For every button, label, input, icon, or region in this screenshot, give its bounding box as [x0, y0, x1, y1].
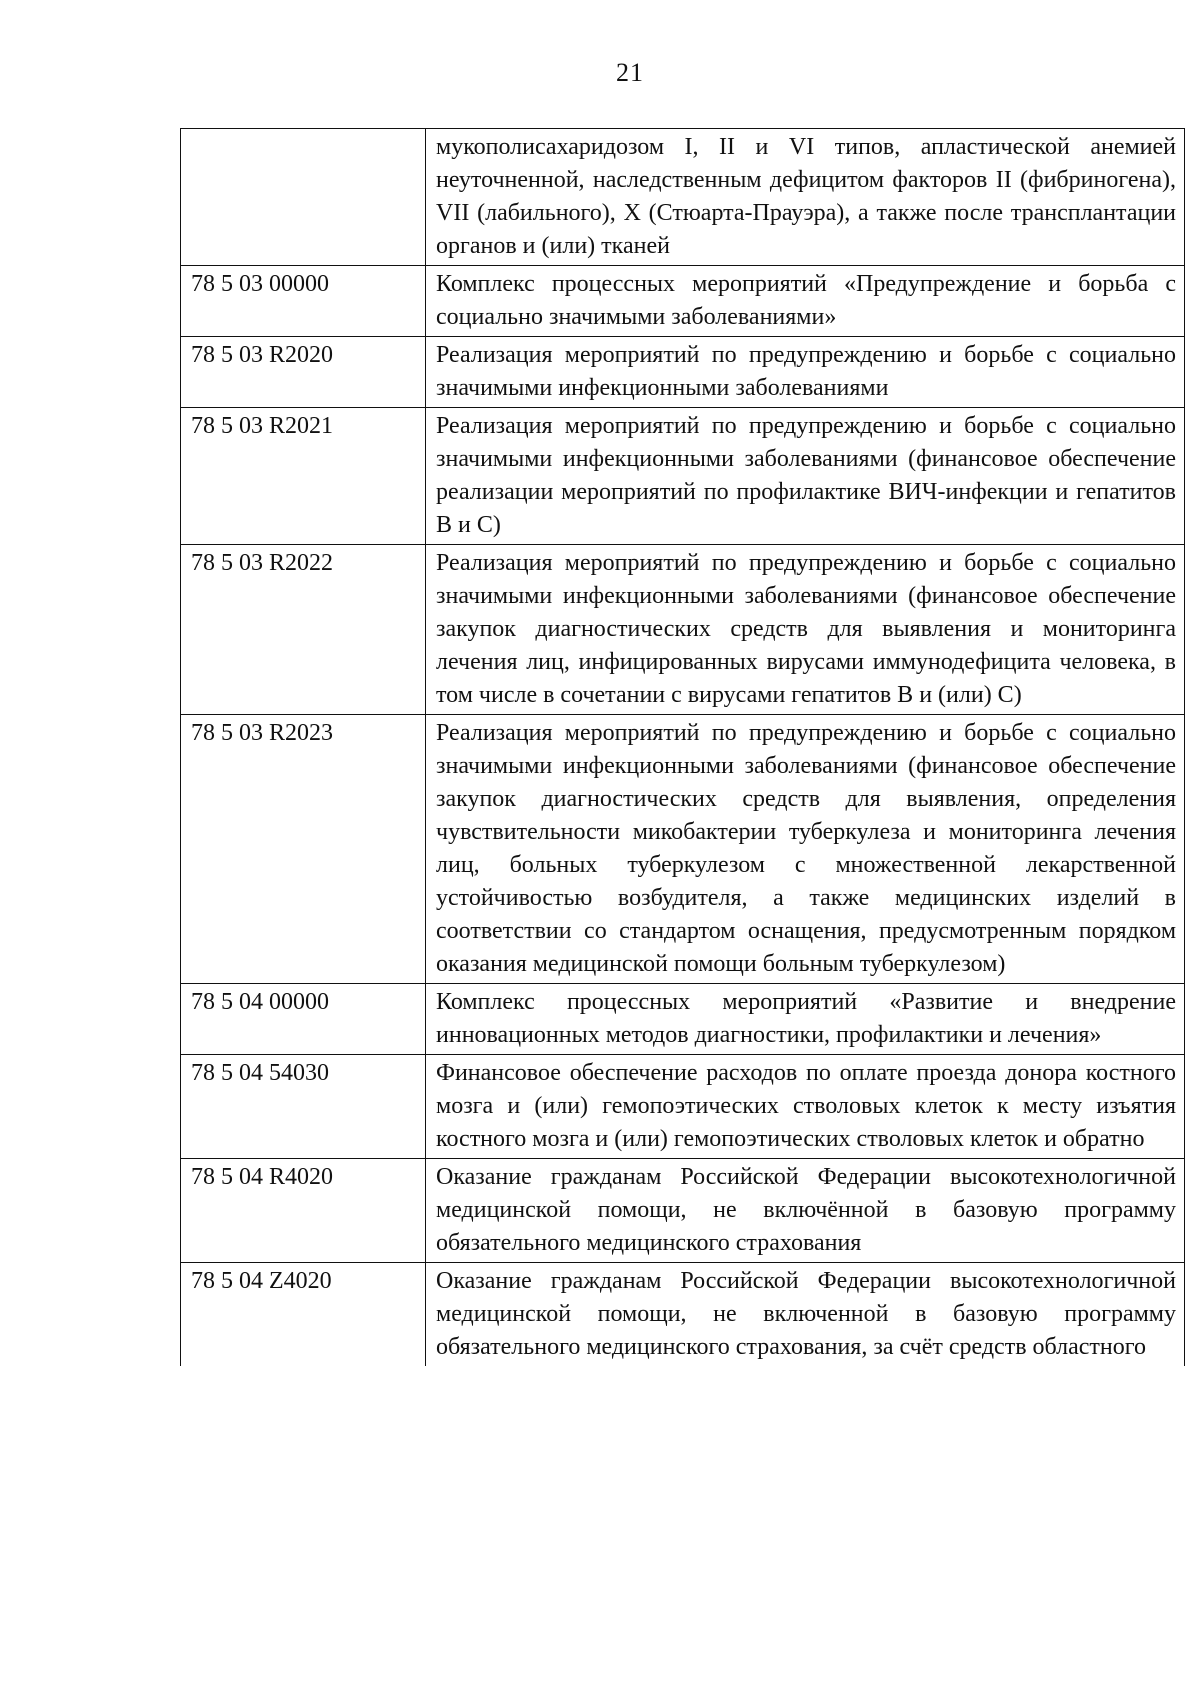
row-code: 78 5 03 R2021 — [181, 408, 426, 545]
table-row — [181, 545, 1185, 715]
row-code: 78 5 03 R2020 — [181, 337, 426, 408]
row-description: Оказание гражданам Российской Федерации высокотехнологичной медицинской помощи, не включённой в базовую программу обязательного медицинского страхования — [426, 1159, 1185, 1263]
row-code: 78 5 03 00000 — [181, 266, 426, 337]
row-code: 78 5 03 R2022 — [181, 545, 426, 715]
row-code: 78 5 03 R2023 — [181, 715, 426, 984]
row-description: Реализация мероприятий по предупреждению и борьбе с социально значимыми инфекционными заболеваниями (финансовое обеспечение закупок диагностических средств для выявления, определения чувствительности микобактерии туберкулеза и мониторинга лечения лиц, больных туберкулезом с множественной лекарственной устойчивостью возбудителя, а также медицинских изделий в соответствии со стандартом оснащения, предусмотренным порядком оказания медицинской помощи больным туберкулезом) — [426, 715, 1185, 984]
row-description: Комплекс процессных мероприятий «Предупреждение и борьба с социально значимыми заболеваниями» — [426, 266, 1185, 337]
row-code: 78 5 04 Z4020 — [181, 1263, 426, 1367]
row-description: Финансовое обеспечение расходов по оплате проезда донора костного мозга и (или) гемопоэтических стволовых клеток к месту изъятия костного мозга и (или) гемопоэтических стволовых клеток и обратно — [426, 1055, 1185, 1159]
table-row — [181, 1159, 1185, 1263]
row-description: Реализация мероприятий по предупреждению и борьбе с социально значимыми инфекционными заболеваниями (финансовое обеспечение закупок диагностических средств для выявления и мониторинга лечения лиц, инфицированных вирусами иммунодефицита человека, в том числе в сочетании с вирусами гепатитов B и (или) C) — [426, 545, 1185, 715]
row-description: Реализация мероприятий по предупреждению и борьбе с социально значимыми инфекционными заболеваниями — [426, 337, 1185, 408]
table-row — [181, 337, 1185, 408]
page-number: 21 — [616, 58, 644, 87]
table-row — [181, 266, 1185, 337]
table-row — [181, 129, 1185, 266]
row-code: 78 5 04 00000 — [181, 984, 426, 1055]
table-row — [181, 984, 1185, 1055]
row-description: Реализация мероприятий по предупреждению и борьбе с социально значимыми инфекционными заболеваниями (финансовое обеспечение реализации мероприятий по профилактике ВИЧ-инфекции и гепатитов B и C) — [426, 408, 1185, 545]
table-row — [181, 1055, 1185, 1159]
row-code — [181, 129, 426, 266]
row-description: Комплекс процессных мероприятий «Развитие и внедрение инновационных методов диагностики, профилактики и лечения» — [426, 984, 1185, 1055]
table-row — [181, 1263, 1185, 1367]
row-description: Оказание гражданам Российской Федерации высокотехнологичной медицинской помощи, не включенной в базовую программу обязательного медицинского страхования, за счёт средств областного — [426, 1263, 1185, 1367]
row-code: 78 5 04 R4020 — [181, 1159, 426, 1263]
table-row — [181, 408, 1185, 545]
row-code: 78 5 04 54030 — [181, 1055, 426, 1159]
row-description: мукополисахаридозом I, II и VI типов, апластической анемией неуточненной, наследственным дефицитом факторов II (фибриногена), VII (лабильного), X (Стюарта-Прауэра), а также после трансплантации органов и (или) тканей — [426, 129, 1185, 266]
budget-classification-table — [180, 128, 1185, 1366]
table-row — [181, 715, 1185, 984]
